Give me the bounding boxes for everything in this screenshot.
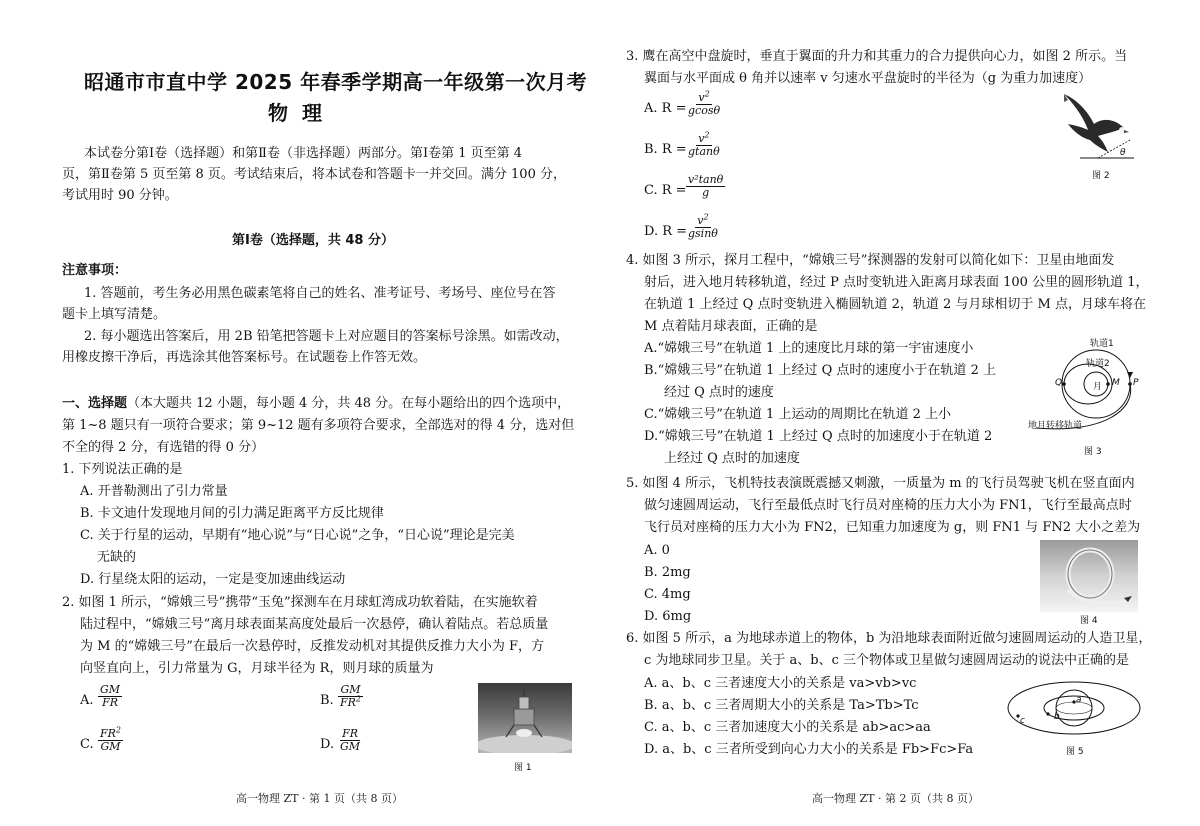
q4-option-b: B.“嫦娥三号”在轨道 1 上经过 Q 点时的速度小于在轨道 2 上	[644, 363, 996, 378]
q6-line-2: c 为地球同步卫星。关于 a、b、c 三个物体或卫星做匀速圆周运动的说法中正确的是	[644, 653, 1130, 668]
q4-option-d: D.“嫦娥三号”在轨道 1 上经过 Q 点时的加速度小于在轨道 2	[644, 429, 993, 444]
figure-4-stunt-photo	[1040, 540, 1138, 612]
q6-option-d: D. a、b、c 三者所受到向心力大小的关系是 Fb>Fc>Fa	[644, 742, 974, 757]
q5-line-1: 5. 如图 4 所示，飞机特技表演既震撼又刺激，一质量为 m 的飞行员驾驶飞机在竖直面内	[626, 476, 1135, 491]
q4-option-a: A.“嫦娥三号”在轨道 1 上的速度比月球的第一宇宙速度小	[644, 341, 974, 356]
q1-stem: 1. 下列说法正确的是	[62, 462, 183, 477]
q5-option-c: C. 4mg	[644, 587, 691, 602]
q3-option-d-label: D. R =	[644, 224, 688, 239]
q2-line-2: 陆过程中，“嫦娥三号”离月球表面某高度处最后一次悬停，确认着陆点。若总质量	[80, 617, 549, 632]
figure-5-caption: 图 5	[1066, 747, 1084, 757]
q2-line-3: 为 M 的“嫦娥三号”在最后一次悬停时，反推发动机对其提供反推力大小为 F，方	[80, 639, 545, 654]
page-1-footer: 高一物理 ZT · 第 1 页（共 8 页）	[236, 792, 403, 805]
q6-option-b: B. a、b、c 三者周期大小的关系是 Ta>Tb>Tc	[644, 698, 919, 713]
q4-line-2: 射后，进入地月转移轨道，经过 P 点时变轨进入距离月球表面 100 公里的圆形轨道 1，	[644, 275, 1149, 290]
q3-line-2: 翼面与水平面成 θ 角并以速率 v 匀速水平盘旋时的半径为（g 为重力加速度）	[644, 71, 1092, 86]
part-heading-line-3: 不全的得 2 分，有选错的得 0 分）	[62, 440, 265, 455]
q2-b-den: $FR^2$	[340, 694, 362, 709]
q2-option-c-fraction	[98, 725, 123, 753]
q2-c-num: $FR^2$	[100, 725, 122, 740]
q5-option-a: A. 0	[644, 543, 670, 558]
intro-line-3: 考试用时 90 分钟。	[62, 188, 178, 203]
q2-d-den: GM	[340, 740, 361, 753]
figure-3-p-label: P	[1133, 378, 1139, 388]
q5-line-3: 飞行员对座椅的压力大小为 FN2，已知重力加速度为 g，则 FN1 与 FN2 大小之差为	[644, 520, 1141, 535]
note-2-line-2: 用橡皮擦干净后，再选涂其他答案标号。在试题卷上作答无效。	[62, 350, 427, 365]
q3-option-c-label: C. R =	[644, 183, 687, 198]
q3-b-den: gtanθ	[688, 145, 720, 158]
figure-5-satellite-diagram	[1004, 676, 1144, 740]
part-heading-label: 一、选择题	[62, 396, 128, 411]
section-1-heading: 第Ⅰ卷（选择题，共 48 分）	[232, 233, 394, 248]
q2-option-a-fraction	[98, 684, 122, 709]
note-1-line-1: 1. 答题前，考生务必用黑色碳素笔将自己的姓名、准考证号、考场号、座位号在答	[84, 286, 556, 301]
q3-option-b-fraction	[686, 130, 722, 158]
intro-line-2: 页，第Ⅱ卷第 5 页至第 8 页。考试结束后，将本试卷和答题卡一并交回。满分 100 分，	[62, 167, 566, 182]
figure-2-theta: θ	[1120, 148, 1126, 158]
exam-title: 昭通市市直中学 2025 年春季学期高一年级第一次月考	[84, 70, 588, 94]
q3-d-num: $v^2$	[697, 212, 709, 227]
figure-3-m-label: M	[1112, 378, 1120, 388]
page-2-footer: 高一物理 ZT · 第 2 页（共 8 页）	[812, 792, 979, 805]
q3-c-num: v²tanθ	[688, 173, 724, 186]
figure-2-caption: 图 2	[1092, 171, 1110, 181]
q5-option-d: D. 6mg	[644, 609, 692, 624]
figure-5-b-label: b	[1054, 712, 1060, 722]
part-heading-text: （本大题共 12 小题，每小题 4 分，共 48 分。在每小题给出的四个选项中，	[127, 396, 571, 411]
page-2	[600, 0, 1200, 826]
q3-c-den: g	[702, 186, 710, 199]
figure-1-lander-photo	[478, 683, 572, 753]
q6-option-a: A. a、b、c 三者速度大小的关系是 va>vb>vc	[644, 676, 917, 691]
note-1-line-2: 题卡上填写清楚。	[62, 307, 167, 322]
note-2-line-1: 2. 每小题选出答案后，用 2B 铅笔把答题卡上对应题目的答案标号涂黑。如需改动，	[84, 329, 569, 344]
q3-line-1: 3. 鹰在高空中盘旋时，垂直于翼面的升力和其重力的合力提供向心力，如图 2 所示。当	[626, 49, 1128, 64]
q1-option-c-cont: 无缺的	[97, 550, 137, 565]
q3-option-b-label: B. R =	[644, 142, 687, 157]
q5-option-b: B. 2mg	[644, 565, 691, 580]
q3-option-a-label: A. R =	[644, 101, 687, 116]
figure-1-caption: 图 1	[514, 763, 532, 773]
q2-option-d-label: D.	[320, 737, 335, 752]
q1-option-d: D. 行星绕太阳的运动，一定是变加速曲线运动	[80, 572, 346, 587]
figure-3-orbit1-label: 轨道1	[1090, 339, 1114, 349]
q2-line-1: 2. 如图 1 所示，“嫦娥三号”携带“玉兔”探测车在月球虹湾成功软着陆，在实施软着	[62, 595, 538, 610]
figure-3-caption: 图 3	[1084, 447, 1102, 457]
q2-b-num: GM	[340, 683, 361, 696]
q3-b-num: $v^2$	[698, 130, 710, 145]
figure-3-orbit2-label: 轨道2	[1086, 359, 1110, 369]
q2-option-d-fraction	[338, 728, 362, 753]
q6-line-1: 6. 如图 5 所示，a 为地球赤道上的物体，b 为沿地球表面附近做匀速圆周运动的人造卫星，	[626, 631, 1152, 646]
notes-heading: 注意事项：	[62, 263, 128, 278]
q2-option-c-label: C.	[80, 737, 94, 752]
q2-c-den: GM	[100, 740, 121, 753]
q3-option-c-fraction	[686, 174, 725, 199]
subject-title: 物理	[268, 101, 336, 125]
q3-option-d-fraction	[686, 212, 720, 240]
figure-3-moon-label: 月	[1093, 382, 1103, 392]
intro-line-1: 本试卷分第Ⅰ卷（选择题）和第Ⅱ卷（非选择题）两部分。第Ⅰ卷第 1 页至第 4	[84, 146, 523, 161]
q5-line-2: 做匀速圆周运动，飞行至最低点时飞行员对座椅的压力大小为 FN1，飞行至最高点时	[644, 498, 1132, 513]
q1-option-b: B. 卡文迪什发现地月间的引力满足距离平方反比规律	[80, 506, 384, 521]
q3-option-a-fraction	[686, 89, 722, 117]
q4-line-1: 4. 如图 3 所示，探月工程中，“嫦娥三号”探测器的发射可以简化如下：卫星由地面发	[626, 253, 1115, 268]
part-heading	[62, 393, 570, 415]
q2-option-b-label: B.	[320, 693, 334, 708]
part-heading-line-2: 第 1~8 题只有一项符合要求；第 9~12 题有多项符合要求，全部选对的得 4 分，选对但	[62, 418, 575, 433]
q2-line-4: 向竖直向上，引力常量为 G，月球半径为 R，则月球的质量为	[80, 661, 434, 676]
figure-5-c-label: c	[1020, 716, 1025, 726]
q2-d-num: FR	[342, 727, 358, 740]
q2-option-a-label: A.	[80, 693, 94, 708]
q6-option-c: C. a、b、c 三者加速度大小的关系是 ab>ac>aa	[644, 720, 931, 735]
q4-option-b-cont: 经过 Q 点时的速度	[664, 385, 774, 400]
q4-line-4: M 点着陆月球表面，正确的是	[644, 319, 818, 334]
q2-a-num: GM	[100, 683, 121, 696]
figure-3-q-label: Q	[1055, 378, 1063, 388]
q1-option-a: A. 开普勒测出了引力常量	[80, 484, 228, 499]
q4-line-3: 在轨道 1 上经过 Q 点时变轨进入椭圆轨道 2，轨道 2 与月球相切于 M 点，月球车将在	[644, 297, 1146, 312]
q1-option-c: C. 关于行星的运动，早期有“地心说”与“日心说”之争，“日心说”理论是完美	[80, 528, 515, 543]
figure-4-caption: 图 4	[1080, 616, 1098, 626]
q2-option-b-fraction	[338, 684, 363, 709]
q3-a-num: $v^2$	[698, 89, 710, 104]
q3-a-den: gcosθ	[688, 104, 721, 117]
q3-d-den: gsinθ	[688, 227, 718, 240]
q2-a-den: FR	[102, 696, 118, 709]
figure-3-transfer-label: 地月转移轨道	[1028, 421, 1083, 431]
q4-option-d-cont: 上经过 Q 点时的加速度	[664, 451, 800, 466]
figure-5-a-label: a	[1076, 695, 1082, 705]
q4-option-c: C.“嫦娥三号”在轨道 1 上运动的周期比在轨道 2 上小	[644, 407, 951, 422]
figure-2-eagle	[1058, 88, 1138, 162]
